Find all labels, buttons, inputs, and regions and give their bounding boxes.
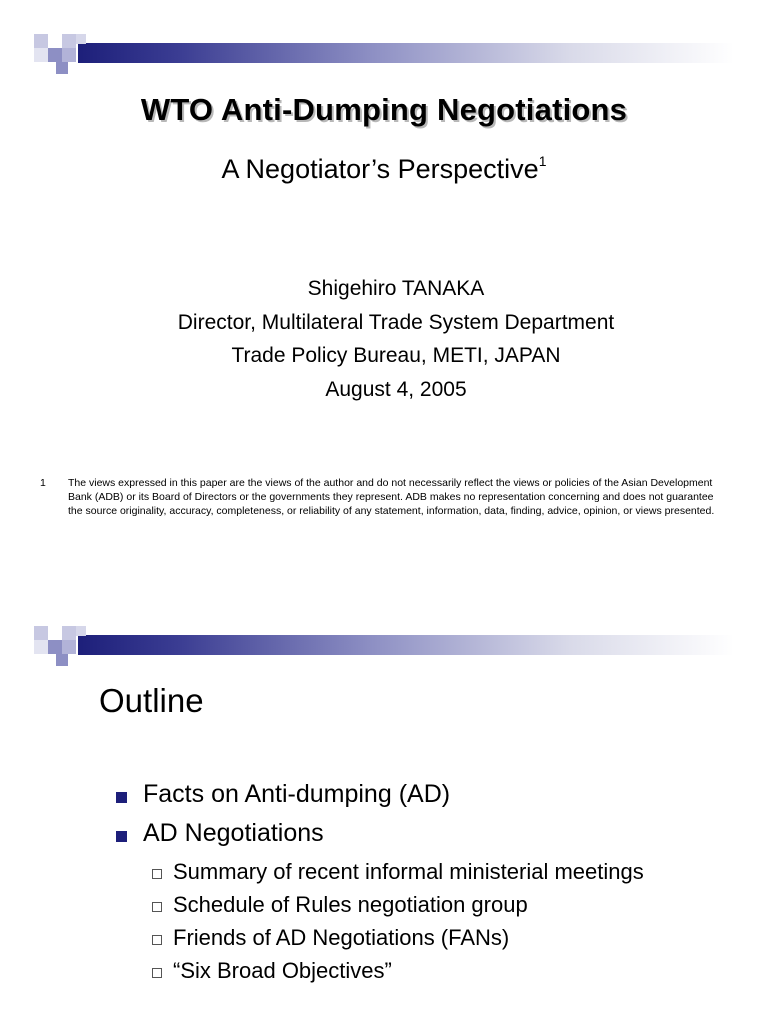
sub-bullet-label: Summary of recent informal ministerial meetings <box>173 859 644 884</box>
author-block <box>0 272 768 406</box>
square-bullet-icon <box>116 792 127 803</box>
slide-title: WTO Anti-Dumping Negotiations <box>140 92 628 127</box>
slide-subtitle <box>0 154 768 185</box>
header-decoration <box>34 626 734 668</box>
bullet-label: AD Negotiations <box>143 819 324 847</box>
subtitle-text: A Negotiator’s Perspective <box>221 154 539 184</box>
hollow-square-bullet-icon <box>152 902 162 912</box>
hollow-square-bullet-icon <box>152 869 162 879</box>
decor-square <box>34 626 48 640</box>
decor-square <box>56 654 68 666</box>
author-position: Director, Multilateral Trade System Department <box>177 310 615 334</box>
decor-square <box>56 62 68 74</box>
bullet-label: Facts on Anti-dumping (AD) <box>143 780 451 808</box>
footnote-marker: 1 <box>538 153 547 169</box>
decor-square <box>62 48 76 62</box>
sub-bullet-label: “Six Broad Objectives” <box>173 958 392 983</box>
sub-bullet-label: Friends of AD Negotiations (FANs) <box>173 925 510 950</box>
decor-square <box>62 34 76 48</box>
header-decoration <box>34 34 734 76</box>
header-gradient-bar <box>78 635 734 655</box>
hollow-square-bullet-icon <box>152 968 162 978</box>
decor-square <box>34 640 48 654</box>
decor-square <box>62 640 76 654</box>
hollow-square-bullet-icon <box>152 935 162 945</box>
footnote-text: The views expressed in this paper are the views of the author and do not necessarily reflect the views or policies of the Asian Development Bank (ADB) or its Board of Directors or the governments they represent. ADB makes no representation concerning and does not guarantee the source originality, accuracy, completeness, or reliability of any statement, information, data, finding, advice, opinion, or views presented. <box>68 477 715 517</box>
decor-square <box>48 48 62 62</box>
square-bullet-icon <box>116 831 127 842</box>
decor-square <box>48 640 62 654</box>
presentation-date: August 4, 2005 <box>325 377 467 401</box>
decor-square <box>34 34 48 48</box>
decor-square <box>62 626 76 640</box>
decor-square <box>76 34 86 44</box>
decor-square <box>76 626 86 636</box>
outline-slide <box>0 620 768 1024</box>
decor-square <box>34 48 48 62</box>
header-gradient-bar <box>78 43 734 63</box>
author-organization: Trade Policy Bureau, METI, JAPAN <box>231 344 561 367</box>
footnote-number: 1 <box>40 477 46 489</box>
author-name: Shigehiro TANAKA <box>307 277 485 300</box>
sub-bullet-label: Schedule of Rules negotiation group <box>173 892 528 917</box>
outline-title: Outline <box>99 682 204 719</box>
